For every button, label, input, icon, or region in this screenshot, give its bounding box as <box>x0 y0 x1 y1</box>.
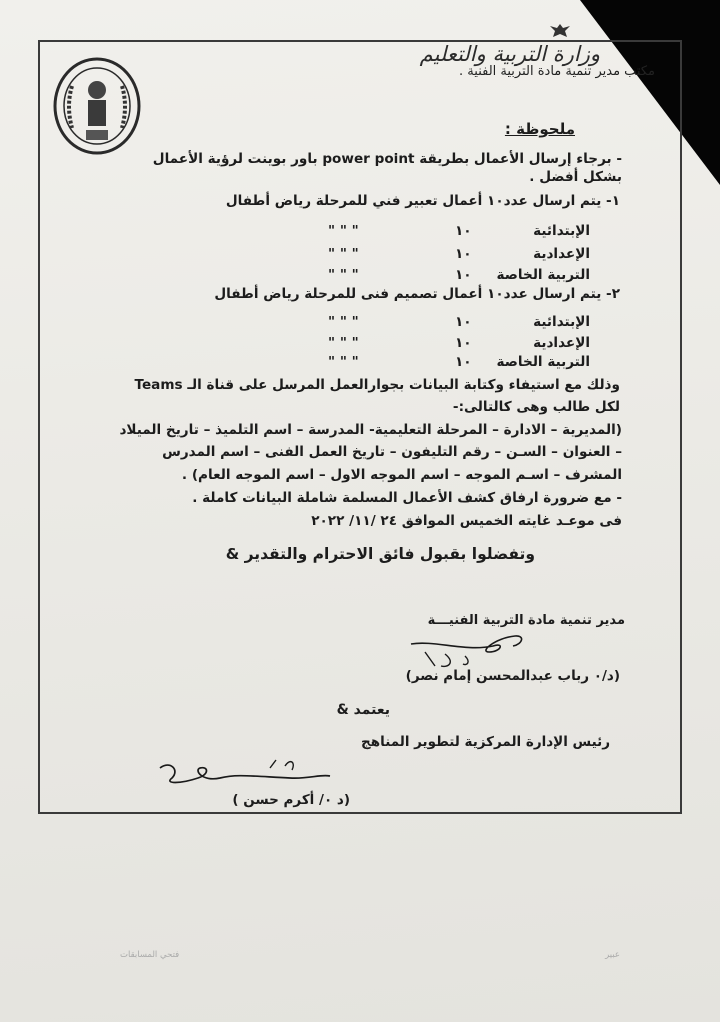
ministry-name: وزارة التربية والتعليم <box>419 42 600 66</box>
section1-stage: الإبتدائية <box>533 223 590 239</box>
signature-1 <box>405 622 545 672</box>
signatory-1-title: مدير تنمية مادة التربية الفنيـــة <box>427 613 625 628</box>
section2-stage: الإبتدائية <box>533 314 590 330</box>
details-line-5: المشرف – اسـم الموجه – اسم الموجه الاول – اسم الموجه العام) . <box>181 467 622 483</box>
section2-stage: التربية الخاصة <box>496 354 590 370</box>
section1-ditto: " " " <box>328 246 359 262</box>
details-line-6: - مع ضرورة ارفاق كشف الأعمال المسلمة شاملة البيانات كاملة . <box>192 490 622 506</box>
section1-count: ١٠ <box>455 246 472 262</box>
section2-ditto: " " " <box>328 335 359 351</box>
section2-stage: الإعدادية <box>533 335 590 351</box>
section1-title: ١- يتم ارسال عدد١٠ أعمال تعبير فني للمرحلة رياض أطفال <box>225 193 620 209</box>
section2-title: ٢- يتم ارسال عدد١٠ أعمال تصميم فنى للمرحلة رياض أطفال <box>214 286 620 302</box>
section1-ditto: " " " <box>328 267 359 283</box>
note-title: ملحوظة : <box>504 120 575 138</box>
footer-right-text: عبير <box>605 950 620 960</box>
closing-line: وتفضلوا بقبول فائق الاحترام والتقدير & <box>225 545 535 563</box>
section2-count: ١٠ <box>455 354 472 370</box>
details-line-1: وذلك مع استيفاء وكتابة البيانات بجوارالعمل المرسل على قناة الـ Teams <box>134 377 620 393</box>
signatory-2-title: رئيس الإدارة المركزية لتطوير المناهج <box>361 734 610 750</box>
details-line-4: – العنوان – السـن – رقم التليفون – تاريخ العمل الفنى – اسم المدرس <box>162 444 622 460</box>
section1-count: ١٠ <box>455 267 472 283</box>
signature-2 <box>150 748 350 798</box>
signatory-2-name: (د ٠/ أكرم حسن ) <box>232 792 350 808</box>
eagle-emblem-icon <box>548 22 572 40</box>
approval-label: يعتمد & <box>336 702 390 718</box>
footer-left-text: فتحي المسابقات <box>120 950 180 960</box>
section1-ditto: " " " <box>328 223 359 239</box>
section2-ditto: " " " <box>328 354 359 370</box>
section2-count: ١٠ <box>455 314 472 330</box>
section1-count: ١٠ <box>455 223 472 239</box>
office-name: مكتب مدير تنمية مادة التربية الفنية . <box>459 64 655 79</box>
signatory-1-name: (د/٠ رباب عبدالمحسن إمام نصر) <box>405 668 620 684</box>
section1-stage: التربية الخاصة <box>496 267 590 283</box>
section2-count: ١٠ <box>455 335 472 351</box>
details-line-2: لكل طالب وهى كالتالى:- <box>452 399 620 415</box>
note-intro-line-2: بشكل أفضل . <box>529 169 622 185</box>
details-line-3: (المديرية – الادارة – المرحلة التعليمية- المدرسة – اسم التلميذ – تاريخ الميلاد <box>119 422 622 438</box>
note-intro-line-1: - برجاء إرسال الأعمال بطريقة power point باور بوينت لرؤية الأعمال <box>152 151 622 167</box>
section2-ditto: " " " <box>328 314 359 330</box>
section1-stage: الإعدادية <box>533 246 590 262</box>
details-line-7: فى موعـد غايته الخميس الموافق ٢٤ /١١/ ٢٠٢٢ <box>311 513 622 529</box>
